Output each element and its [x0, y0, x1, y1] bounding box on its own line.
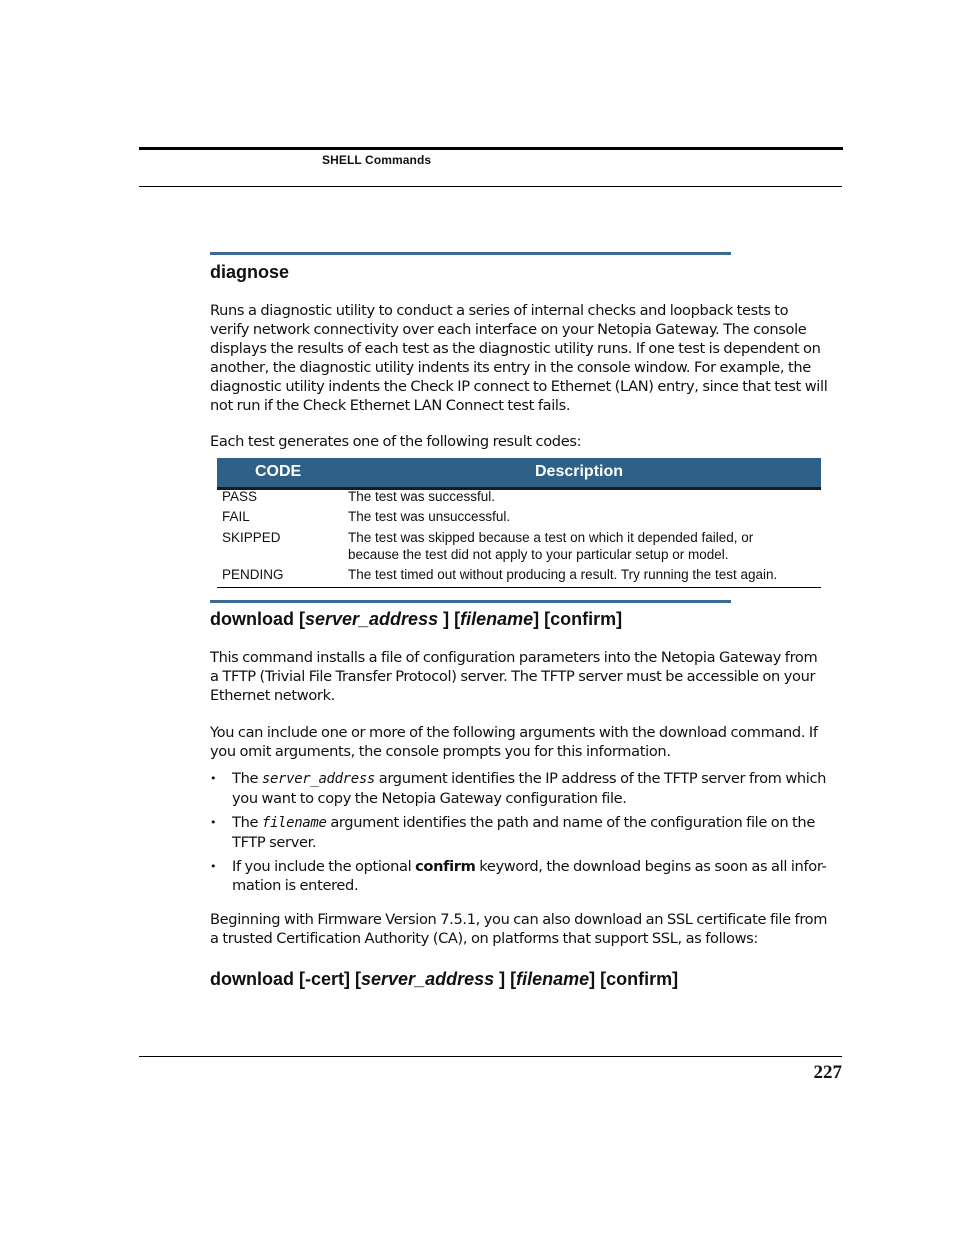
bullet-text: The [232, 770, 262, 787]
title-arg-server-address: server_address [304, 609, 439, 629]
code-server-address: server_address [261, 771, 375, 787]
title-part: ] [confirm] [589, 969, 679, 989]
bullet-icon: • [210, 772, 217, 785]
bullet-text: The [232, 814, 262, 831]
list-item [210, 769, 828, 808]
argument-list [210, 769, 828, 900]
diagnose-intro: Runs a diagnostic utility to conduct a series of internal checks and loopback tests to verify network connectivity over each interface on your Netopia Gateway. The console displays the results of each test as the diagnostic utility runs. If one test is dependent on another, the diagnostic utility indents its entry in the console window. For example, the diagnostic utility indents the Check IP connect to Ethernet (LAN) entry, since that test will not run if the Check Ethernet LAN Connect test fails. [210, 302, 828, 414]
codes-lead: Each test generates one of the following result codes: [210, 433, 582, 450]
ssl-cert-note: Beginning with Firmware Version 7.5.1, you can also download an SSL certificate file from a trusted Certification Authority (CA), on platforms that support SSL, as follows: [210, 911, 828, 947]
bullet-icon: • [210, 860, 217, 873]
running-head: SHELL Commands [322, 153, 432, 167]
code-filename: filename [261, 815, 327, 831]
download-arguments-intro: You can include one or more of the following arguments with the download command. If you omit arguments, the console prompts you for this information. [210, 724, 818, 760]
row-description: The test was successful. [348, 489, 496, 504]
bullet-text: argument identifies the IP address of the TFTP server from which you want to copy the Netopia Gateway configuration file. [232, 770, 827, 807]
section-title-download-cert [210, 969, 678, 990]
title-arg-filename: filename [516, 969, 590, 989]
download-description: This command installs a file of configuration parameters into the Netopia Gateway from a TFTP (Trivial File Transfer Protocol) server. The TFTP server must be accessible on your Ethernet network. [210, 649, 818, 704]
section-title-diagnose: diagnose [210, 262, 290, 282]
section-rule-download [210, 600, 731, 603]
title-part: ] [ [494, 969, 517, 989]
result-codes-table-header [217, 458, 821, 490]
header-rule [139, 147, 843, 150]
page-number: 227 [813, 1062, 842, 1083]
keyword-confirm: confirm [415, 858, 476, 875]
title-part: ] [confirm] [533, 609, 623, 629]
list-item [210, 813, 828, 852]
section-title-download [210, 609, 622, 630]
table-bottom-rule [217, 587, 821, 588]
title-part: ] [ [438, 609, 461, 629]
bullet-icon: • [210, 816, 217, 829]
section-rule-diagnose [210, 252, 731, 255]
row-code: FAIL [222, 509, 250, 524]
bullet-text: If you include the optional [232, 858, 416, 875]
col-header-code: CODE [255, 463, 302, 480]
footer-rule [139, 1056, 842, 1057]
row-code: SKIPPED [222, 530, 281, 545]
bullet-text: argument identifies the path and name of the configuration file on the TFTP server. [232, 814, 815, 851]
col-header-description: Description [535, 463, 624, 480]
title-part: download [-cert] [ [210, 969, 361, 989]
title-part: download [ [210, 609, 305, 629]
bullet-text: keyword, the download begins as soon as all infor-mation is entered. [232, 858, 827, 894]
list-item [210, 857, 828, 895]
row-description: The test was skipped because a test on which it depended failed, or because the test did not apply to your particular setup or model. [348, 530, 754, 562]
row-code: PASS [222, 489, 258, 504]
row-description: The test timed out without producing a result. Try running the test again. [348, 567, 778, 582]
title-arg-filename: filename [460, 609, 534, 629]
title-arg-server-address: server_address [361, 969, 495, 989]
row-code: PENDING [222, 567, 284, 582]
header-underline [139, 186, 842, 187]
row-description: The test was unsuccessful. [348, 509, 511, 524]
